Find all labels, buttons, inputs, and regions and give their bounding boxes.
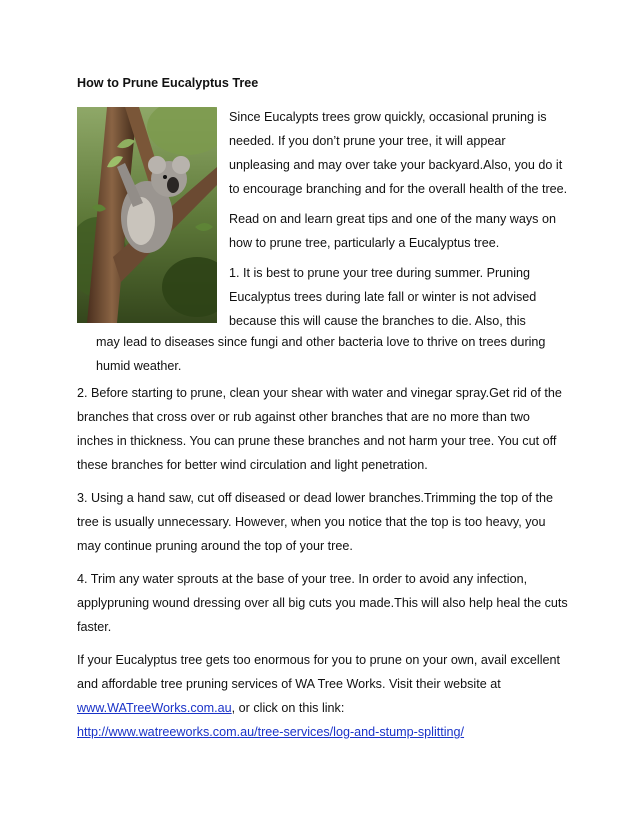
service-link[interactable]: http://www.watreeworks.com.au/tree-services/log-and-stump-splitting/ [77,725,465,739]
intro-paragraph-1: Since Eucalypts trees grow quickly, occasional pruning is needed. If you don’t prune your tree, it will appear unpleasing and may over take your backyard.Also, you do it to encourage branching and for the overall health of the tree. [229,110,568,196]
tip-1-continuation: may lead to diseases since fungi and other bacteria love to thrive on trees during humid weather. [96,335,546,373]
tip-1-first-part: 1. It is best to prune your tree during summer. Pruning Eucalyptus trees during late fall or winter is not advised because this will cause the branches to die. Also, this [229,266,537,328]
intro-paragraph-2: Read on and learn great tips and one of the many ways on how to prune tree, particularly a Eucalyptus tree. [229,212,556,250]
closing-text-middle: , or click on this link: [231,701,345,715]
koala-photo [77,107,217,323]
document-title: How to Prune Eucalyptus Tree [77,76,259,90]
closing-text-before: If your Eucalyptus tree gets too enormous for you to prune on your own, avail excellent and affordable tree pruning services of WA Tree Works. Visit their website at [77,653,561,691]
closing-paragraph [77,648,569,744]
website-link[interactable]: www.WATreeWorks.com.au [77,701,232,715]
intro-column [229,105,569,339]
tip-3: 3. Using a hand saw, cut off diseased or dead lower branches.Trimming the top of the tree is usually unnecessary. However, when you notice that the top is too heavy, you may continue pruning around the top of your tree. [77,491,554,553]
tip-4: 4. Trim any water sprouts at the base of your tree. In order to avoid any infection, applypruning wound dressing over all big cuts you made.This will also help heal the cuts faster. [77,572,568,634]
tips-body [77,381,569,753]
koala-in-eucalyptus-tree-photo-icon [77,107,217,323]
tip-2: 2. Before starting to prune, clean your shear with water and vinegar spray.Get rid of the branches that cross over or rub against other branches that are no more than two inches in thickness. You can prune these branches and not harm your tree. You cut off these branches for better wind circulation and light penetration. [77,386,562,472]
